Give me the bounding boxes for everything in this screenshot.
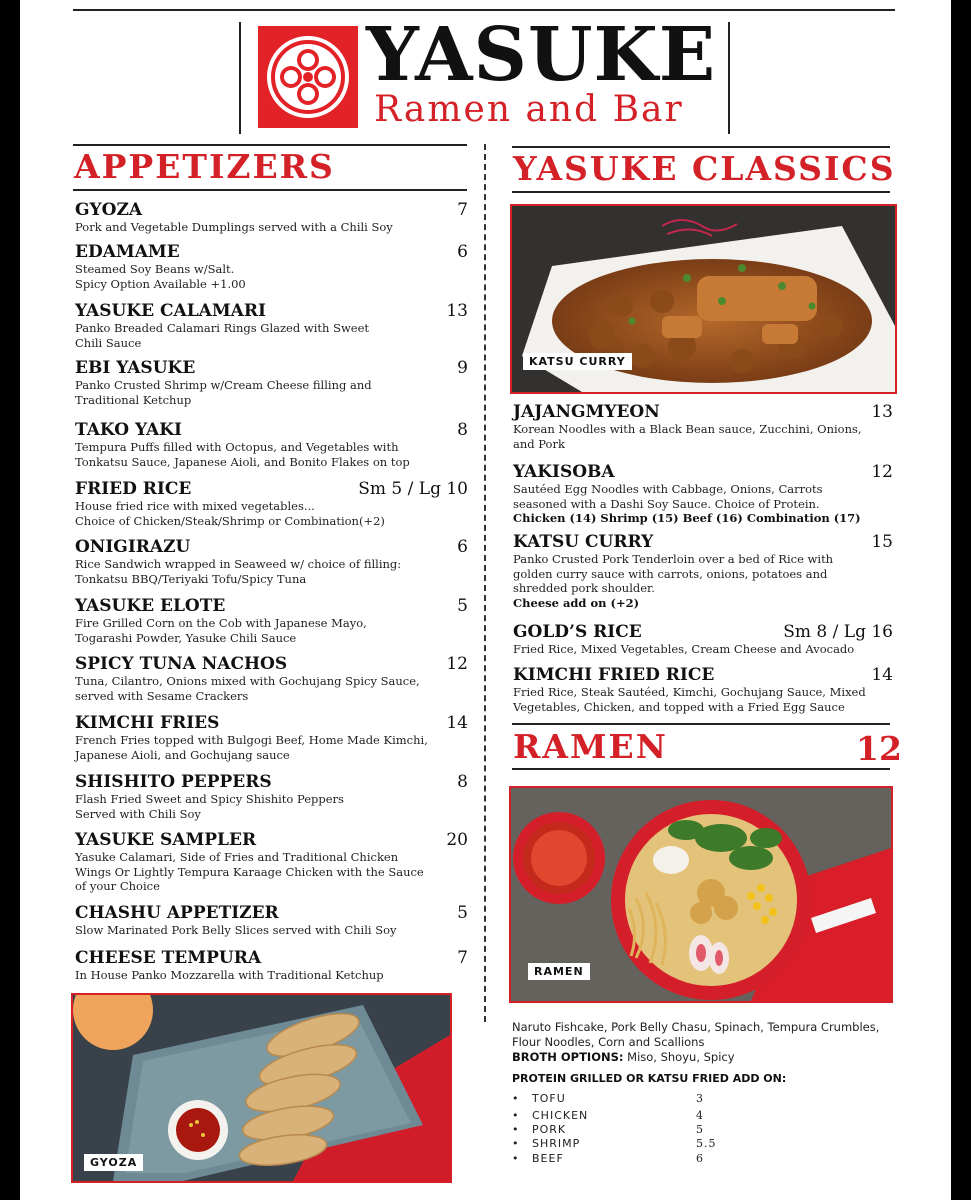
protein-price: 4 <box>696 1109 704 1122</box>
ramen-photo-label: RAMEN <box>528 963 590 980</box>
bullet-icon: • <box>512 1152 520 1165</box>
protein-name: TOFU <box>532 1092 566 1105</box>
menu-item <box>75 200 468 235</box>
broth-label: BROTH OPTIONS: <box>512 1050 624 1064</box>
top-rule <box>73 9 895 11</box>
menu-item-description: Fried Rice, Mixed Vegetables, Cream Cheese and Avocado <box>513 642 855 656</box>
appetizers-bottom-rule <box>73 189 467 191</box>
bullet-icon: • <box>512 1123 520 1136</box>
menu-item-name: JAJANGMYEON <box>513 402 660 422</box>
menu-item-price: 6 <box>457 537 468 557</box>
gyoza-photo <box>71 993 452 1183</box>
protein-price: 5 <box>696 1123 704 1136</box>
menu-item <box>513 532 893 610</box>
classics-bottom-rule <box>512 191 890 193</box>
menu-item-name: YASUKE CALAMARI <box>75 301 266 321</box>
menu-item <box>513 622 893 657</box>
menu-item-description: Steamed Soy Beans w/Salt. Spicy Option Available +1.00 <box>75 262 246 291</box>
protein-name: PORK <box>532 1123 567 1136</box>
header-right-rule <box>728 22 730 134</box>
menu-item-description: Tempura Puffs filled with Octopus, and Vegetables with Tonkatsu Sauce, Japanese Aioli, and Bonito Flakes on top <box>75 440 410 469</box>
menu-item <box>75 830 468 894</box>
menu-item-description: Korean Noodles with a Black Bean sauce, Zucchini, Onions, and Pork <box>513 422 862 451</box>
menu-item-name: CHASHU APPETIZER <box>75 903 279 923</box>
gyoza-photo-label: GYOZA <box>84 1154 143 1171</box>
menu-item-price: 15 <box>871 532 893 552</box>
menu-item-price: 12 <box>871 462 893 482</box>
menu-item-price: 9 <box>457 358 468 378</box>
bullet-icon: • <box>512 1137 520 1150</box>
protein-name: SHRIMP <box>532 1137 581 1150</box>
menu-item <box>75 537 468 586</box>
menu-item <box>75 301 468 350</box>
menu-item-price: Sm 5 / Lg 10 <box>358 479 468 499</box>
protein-price: 3 <box>696 1092 704 1105</box>
menu-item-description: Yasuke Calamari, Side of Fries and Traditional Chicken Wings Or Lightly Tempura Karaage Chicken with the Sauce of your Choice <box>75 850 424 893</box>
brand-name: YASUKE <box>366 12 717 98</box>
protein-option <box>512 1152 722 1166</box>
appetizers-top-rule <box>73 144 467 146</box>
protein-price: 5.5 <box>696 1137 717 1150</box>
menu-item-extra: Cheese add on (+2) <box>513 595 640 610</box>
menu-item-description: Fire Grilled Corn on the Cob with Japanese Mayo, Togarashi Powder, Yasuke Chili Sauce <box>75 616 367 645</box>
flower-crest-icon <box>258 26 358 128</box>
menu-item-description: Panko Breaded Calamari Rings Glazed with Sweet Chili Sauce <box>75 321 370 350</box>
menu-item-name: SHISHITO PEPPERS <box>75 772 272 792</box>
menu-item-name: SPICY TUNA NACHOS <box>75 654 288 674</box>
menu-item-price: 7 <box>457 200 468 220</box>
broth-options <box>512 1050 735 1064</box>
protein-option <box>512 1137 722 1151</box>
menu-item-description: Rice Sandwich wrapped in Seaweed w/ choice of filling: Tonkatsu BBQ/Teriyaki Tofu/Spicy Tuna <box>75 557 402 586</box>
menu-item-name: KATSU CURRY <box>513 532 654 552</box>
menu-item-price: 8 <box>457 772 468 792</box>
menu-item-description: Fried Rice, Steak Sautéed, Kimchi, Gochujang Sauce, Mixed Vegetables, Chicken, and topped with a Fried Egg Sauce <box>513 685 866 714</box>
katsu-curry-photo <box>510 204 897 394</box>
menu-item-price: 12 <box>446 654 468 674</box>
broth-values: Miso, Shoyu, Spicy <box>627 1050 735 1064</box>
protein-price: 6 <box>696 1152 704 1165</box>
bullet-icon: • <box>512 1109 520 1122</box>
menu-item-name: YASUKE ELOTE <box>75 596 226 616</box>
menu-item-description: Tuna, Cilantro, Onions mixed with Gochujang Spicy Sauce, served with Sesame Crackers <box>75 674 420 703</box>
menu-item <box>75 358 468 407</box>
ramen-price: 12 <box>856 729 902 768</box>
protein-name: CHICKEN <box>532 1109 589 1122</box>
menu-item-price: 8 <box>457 420 468 440</box>
menu-item-description: Panko Crusted Pork Tenderloin over a bed of Rice with golden curry sauce with carrots, onions, potatoes and shredded pork shoulder. <box>513 552 834 595</box>
katsu-curry-photo-label: KATSU CURRY <box>523 353 632 370</box>
menu-item <box>75 420 468 469</box>
menu-item-price: 14 <box>871 665 893 685</box>
menu-item-name: TAKO YAKI <box>75 420 182 440</box>
menu-item-name: KIMCHI FRIED RICE <box>513 665 715 685</box>
protein-option <box>512 1109 722 1123</box>
brand-subtitle: Ramen and Bar <box>374 89 684 130</box>
menu-item-price: 20 <box>446 830 468 850</box>
menu-item-description: Flash Fried Sweet and Spicy Shishito Peppers Served with Chili Soy <box>75 792 344 821</box>
menu-item-description: French Fries topped with Bulgogi Beef, Home Made Kimchi, Japanese Aioli, and Gochujang sauce <box>75 733 428 762</box>
menu-item-name: EBI YASUKE <box>75 358 196 378</box>
bullet-icon: • <box>512 1092 520 1105</box>
menu-item-name: EDAMAME <box>75 242 180 262</box>
menu-item-name: YASUKE SAMPLER <box>75 830 257 850</box>
menu-item-name: GYOZA <box>75 200 143 220</box>
menu-item-price: 6 <box>457 242 468 262</box>
header-left-rule <box>239 22 241 134</box>
menu-item-name: GOLD’S RICE <box>513 622 642 642</box>
menu-item <box>513 402 893 451</box>
ramen-title: RAMEN <box>513 727 668 766</box>
menu-item-name: KIMCHI FRIES <box>75 713 220 733</box>
menu-item-name: FRIED RICE <box>75 479 192 499</box>
menu-page <box>20 0 951 1200</box>
menu-item-description: House fried rice with mixed vegetables... Choice of Chicken/Steak/Shrimp or Combination(+2) <box>75 499 385 528</box>
menu-item <box>75 479 468 528</box>
classics-title: YASUKE CLASSICS <box>513 149 896 188</box>
ramen-description: Naruto Fishcake, Pork Belly Chasu, Spinach, Tempura Crumbles, Flour Noodles, Corn and Scallions <box>512 1020 880 1049</box>
protein-add-on-title: PROTEIN GRILLED OR KATSU FRIED ADD ON: <box>512 1072 787 1085</box>
menu-item <box>75 948 468 983</box>
ramen-bottom-rule <box>512 768 890 770</box>
menu-item-price: Sm 8 / Lg 16 <box>783 622 893 642</box>
menu-item-name: CHEESE TEMPURA <box>75 948 262 968</box>
protein-option <box>512 1092 722 1106</box>
menu-item <box>513 665 893 714</box>
ramen-top-rule <box>512 723 890 725</box>
menu-item <box>513 462 893 526</box>
menu-item-description: In House Panko Mozzarella with Traditional Ketchup <box>75 968 384 982</box>
menu-item <box>75 654 468 703</box>
menu-item-price: 13 <box>871 402 893 422</box>
classics-top-rule <box>512 146 890 148</box>
menu-item-price: 5 <box>457 596 468 616</box>
menu-item <box>75 242 468 291</box>
menu-item-price: 5 <box>457 903 468 923</box>
menu-item-price: 14 <box>446 713 468 733</box>
menu-item-description: Panko Crusted Shrimp w/Cream Cheese filling and Traditional Ketchup <box>75 378 372 407</box>
menu-item-price: 7 <box>457 948 468 968</box>
menu-item-name: ONIGIRAZU <box>75 537 191 557</box>
menu-item <box>75 903 468 938</box>
menu-item-description: Pork and Vegetable Dumplings served with a Chili Soy <box>75 220 393 234</box>
protein-name: BEEF <box>532 1152 564 1165</box>
menu-item <box>75 772 468 821</box>
appetizers-title: APPETIZERS <box>74 147 335 186</box>
column-divider <box>484 144 486 1022</box>
menu-item-description: Slow Marinated Pork Belly Slices served with Chili Soy <box>75 923 397 937</box>
menu-item <box>75 596 468 645</box>
menu-item <box>75 713 468 762</box>
ramen-photo <box>509 786 893 1003</box>
menu-item-name: YAKISOBA <box>513 462 615 482</box>
menu-item-extra: Chicken (14) Shrimp (15) Beef (16) Combination (17) <box>513 511 861 525</box>
menu-item-description: Sautéed Egg Noodles with Cabbage, Onions, Carrots seasoned with a Dashi Soy Sauce. Choice of Protein. <box>513 482 823 511</box>
protein-option <box>512 1123 722 1137</box>
menu-item-price: 13 <box>446 301 468 321</box>
